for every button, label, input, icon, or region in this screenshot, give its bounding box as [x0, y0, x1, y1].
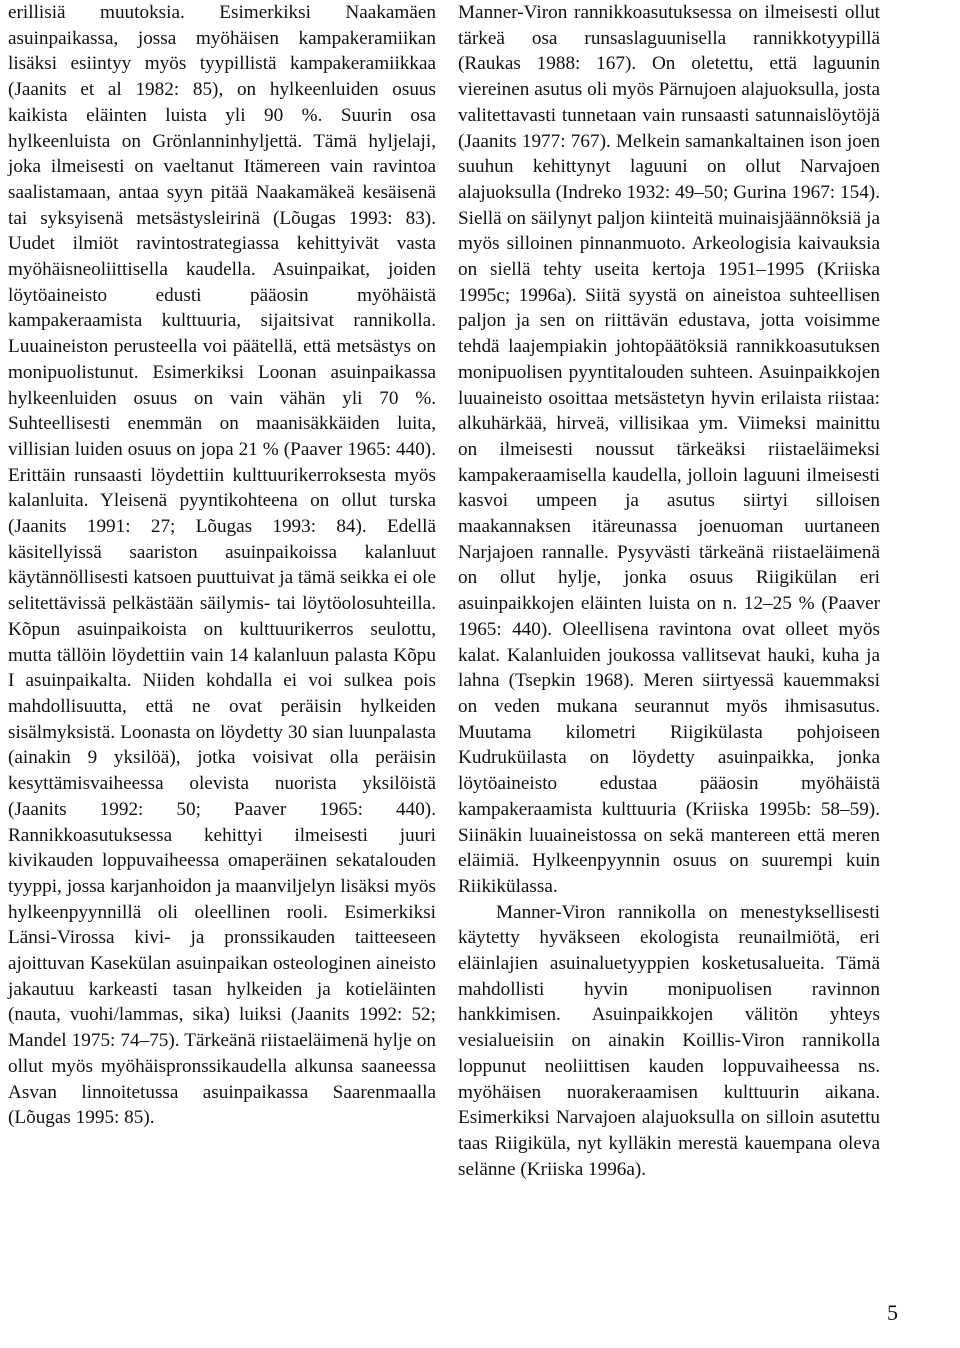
left-column	[8, 0, 436, 1131]
right-column	[458, 0, 880, 1182]
paragraph: erillisiä muutoksia. Esimerkiksi Naakamäen asuinpaikassa, jossa myöhäisen kampakeramiikan lisäksi esiintyy myös tyypillistä kampakeramiikkaa (Jaanits et al 1982: 85), on hylkeenluiden osuus kaikista eläinten luista yli 90 %. Suurin osa hylkeenluista on Grönlanninhyljettä. Tämä hyljelaji, joka ilmeisesti on vaeltanut Itämereen vain ravintoa saalistamaan, antaa syyn pitää Naakamäkeä kesäisenä tai syksyisenä metsästysleirinä (Lõugas 1993: 83). Uudet ilmiöt ravintostrategiassa kehittyivät vasta myöhäisneoliittisella kaudella. Asuinpaikat, joiden löytöaineisto edusti pääosin myöhäistä kampakeraamista kulttuuria, sijaitsivat rannikolla. Luuaineiston perusteella voi päätellä, että metsästys on monipuolistunut. Esimerkiksi Loonan asuinpaikassa hylkeenluiden osuus on vain vähän yli 70 %. Suhteellisesti enemmän on maanisäkkäiden luita, villisian luiden osuus on jopa 21 % (Paaver 1965: 440). Erittäin runsaasti löydettiin kulttuurikerroksesta myös kalanluita. Yleisenä pyyntikohteena on ollut turska (Jaanits 1991: 27; Lõugas 1993: 84). Edellä käsitellyissä saariston asuinpaikoissa kalanluut käytännöllisesti katsoen puuttuivat ja tämä seikka ei ole selitettävissä pelkästään säilymis- tai löytöolosuhteilla. Kõpun asuinpaikoista on kulttuurikerros seulottu, mutta tällöin löydettiin vain 14 kalanluun palasta Kõpu I asuinpaikalta. Niiden kohdalla ei voi sulkea pois mahdollisuutta, että ne ovat peräisin hylkeiden sisälmyksistä. Loonasta on löydetty 30 sian luunpalasta (ainakin 9 yksilöä), jotka voisivat olla peräisin kesyttämisvaiheessa olevista nuorista yksilöistä (Jaanits 1992: 50; Paaver 1965: 440). Rannikkoasutuksessa kehittyi ilmeisesti juuri kivikauden loppuvaiheessa omaperäinen sekatalouden tyyppi, jossa karjanhoidon ja maanviljelyn lisäksi myös hylkeenpyynnillä oli oleellinen rooli. Esimerkiksi Länsi-Virossa kivi- ja pronssikauden taitteeseen ajoittuvan Kasekülan asuinpaikan osteologinen aineisto jakautuu karkeasti tasan hylkeiden ja kotieläinten (nauta, vuohi/lammas, sika) luiksi (Jaanits 1992: 52; Mandel 1975: 74–75). Tärkeänä riistaeläimenä hylje on ollut myös myöhäispronssikaudella alkunsa saaneessa Asvan linnoitetussa asuinpaikassa Saarenmaalla (Lõugas 1995: 85).	[8, 2, 436, 1129]
paragraph: Manner-Viron rannikkoasutuksessa on ilmeisesti ollut tärkeä osa runsaslaguunisella rannikkotyypillä (Raukas 1988: 167). On oletettu, että laguunin viereinen asutus oli myös Pärnujoen alajuoksulla, josta valitettavasti tunnetaan vain runsaasti satunnaislöytöjä (Jaanits 1977: 767). Melkein samankaltainen ison joen suuhun kehittynyt laguuni on ollut Narvajoen alajuoksulla (Indreko 1932: 49–50; Gurina 1967: 154). Siellä on säilynyt paljon kiinteitä muinaisjäännöksiä ja myös silloinen pinnanmuoto. Arkeologisia kaivauksia on siellä tehty useita kertoja 1951–1995 (Kriiska 1995c; 1996a). Siitä syystä on aineistoa suhteellisen paljon ja sen on riittävän edustava, jotta voisimme tehdä laajempiakin johtopäätöksiä rannikkoasutuksen monipuolisen pyyntitalouden suhteen. Asuinpaikkojen luuaineisto osoittaa metsästetyn hyvin erilaista riistaa: alkuhärkää, hirveä, villisikaa ym. Viimeksi mainittu on ilmeisesti noussut tärkeäksi riistaeläimeksi kampakeraamisella kaudella, jolloin laguuni ilmeisesti kasvoi umpeen ja asutus siirtyi silloisen maakannaksen itäreunassa joenuoman uurtaneen Narjajoen rannalle. Pysyvästi tärkeänä riistaeläimenä on ollut hylje, jonka osuus Riigikülan eri asuinpaikkojen eläinten luista on n. 12–25 % (Paaver 1965: 440). Oleellisena ravintona ovat olleet myös kalat. Kalanluiden joukossa vallitsevat hauki, kuha ja lahna (Tsepkin 1968). Meren siirtyessä kauemmaksi on veden mukana seurannut myös ihmisasutus. Muutama kilometri Riigikülasta pohjoiseen Kudruküilasta on löydetty asuinpaikka, jonka löytöaineisto edustaa pääosin myöhäistä kampakeraamista kulttuuria (Kriiska 1995b: 58–59). Siinäkin luuaineistossa on sekä mantereen että meren eläimiä. Hylkeenpyynnin osuus on suurempi kuin Riikikülassa.	[458, 2, 880, 897]
paragraph: Manner-Viron rannikolla on menestyksellisesti käytetty hyväkseen ekologista reunailmiötä, eri eläinlajien asuinaluetyyppien kosketusalueita. Tämä mahdollisti hyvin monipuolisen ravinnon hankkimisen. Asuinpaikkojen välitön yhteys vesialueisiin on ainakin Koillis-Viron rannikolla loppunut neoliittisen kauden loppuvaiheessa ns. myöhäisen nuorakeraamisen kulttuurin aikana. Esimerkiksi Narvajoen alajuoksulla on silloin asutettu taas Riigiküla, nyt kylläkin merestä kauempana oleva selänne (Kriiska 1996a).	[458, 901, 880, 1180]
page-number: 5	[887, 1300, 898, 1325]
